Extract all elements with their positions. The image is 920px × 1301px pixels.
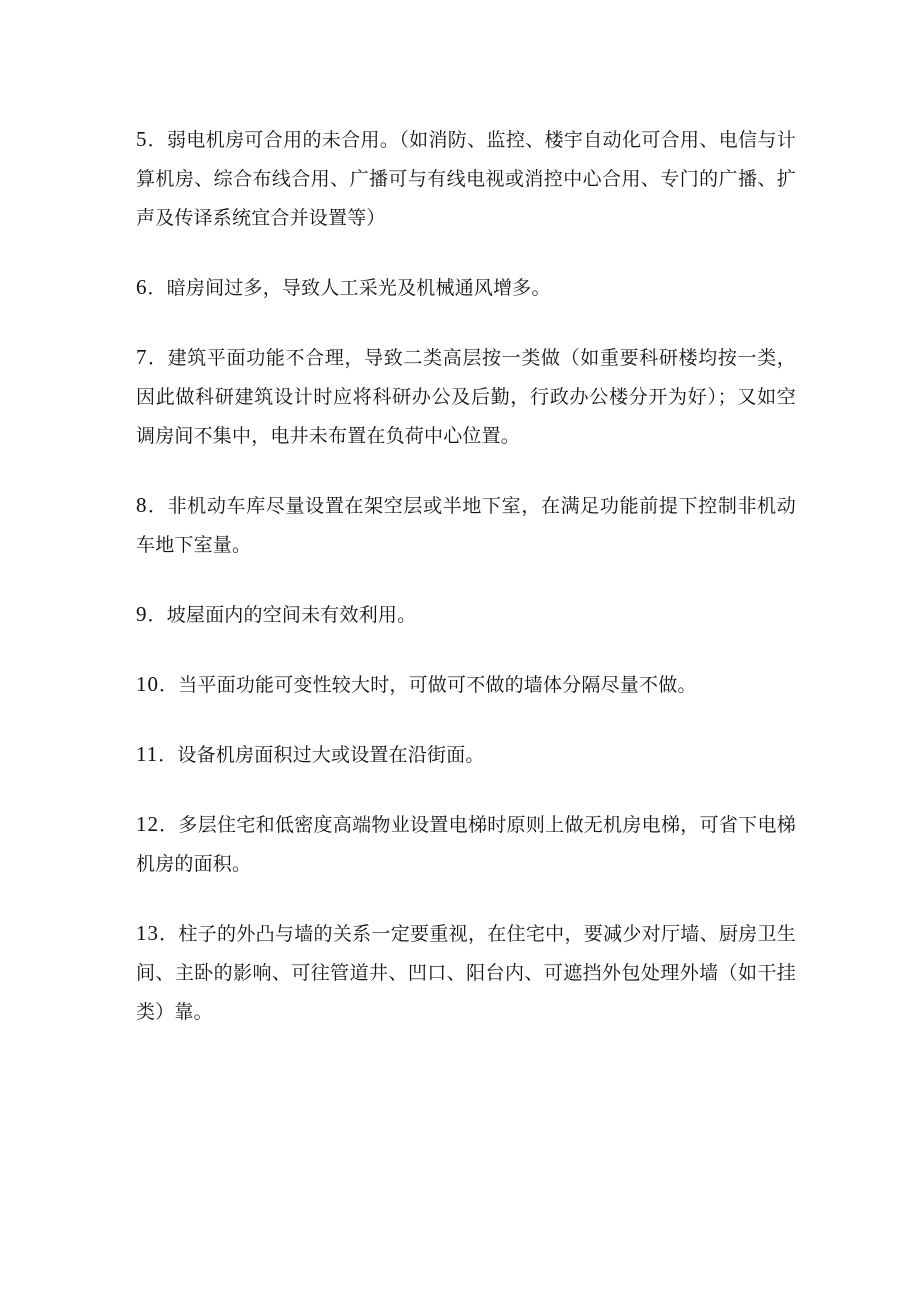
item-number: 12	[136, 812, 159, 836]
list-item	[136, 486, 796, 565]
document-body	[136, 120, 796, 1062]
item-text: ．暗房间过多，导致人工采光及机械通风增多。	[147, 277, 551, 299]
item-number: 11	[136, 742, 159, 766]
item-number: 13	[136, 921, 159, 945]
item-text: ．建筑平面功能不合理，导致二类高层按一类做（如重要科研楼均按一类，因此做科研建筑设计时应将科研办公及后勤，行政办公楼分开为好）；又如空调房间不集中，电井未布置在负荷中心位置。	[136, 347, 796, 447]
item-number: 8	[136, 493, 148, 517]
item-number: 10	[136, 672, 159, 696]
item-text: ．非机动车库尽量设置在架空层或半地下室，在满足功能前提下控制非机动车地下室量。	[136, 495, 796, 556]
item-text: ．弱电机房可合用的未合用。（如消防、监控、楼宇自动化可合用、电信与计算机房、综合布线合用、广播可与有线电视或消控中心合用、专门的广播、扩声及传译系统宜合并设置等）	[136, 129, 796, 229]
item-number: 5	[136, 127, 148, 151]
list-item	[136, 268, 796, 308]
list-item	[136, 595, 796, 635]
list-item	[136, 665, 796, 705]
item-text: ．当平面功能可变性较大时，可做可不做的墙体分隔尽量不做。	[159, 674, 697, 696]
item-text: ．多层住宅和低密度高端物业设置电梯时原则上做无机房电梯，可省下电梯机房的面积。	[136, 814, 796, 875]
list-item	[136, 735, 796, 775]
item-number: 7	[136, 345, 148, 369]
list-item	[136, 120, 796, 238]
list-item	[136, 914, 796, 1032]
item-text: ．设备机房面积过大或设置在沿街面。	[158, 744, 485, 766]
item-number: 6	[136, 275, 148, 299]
item-text: ．柱子的外凸与墙的关系一定要重视，在住宅中，要减少对厅墙、厨房卫生间、主卧的影响、可往管道井、凹口、阳台内、可遮挡外包处理外墙（如干挂类）靠。	[136, 923, 796, 1023]
item-number: 9	[136, 602, 148, 626]
item-text: ．坡屋面内的空间未有效利用。	[147, 604, 417, 626]
list-item	[136, 338, 796, 456]
list-item	[136, 805, 796, 884]
